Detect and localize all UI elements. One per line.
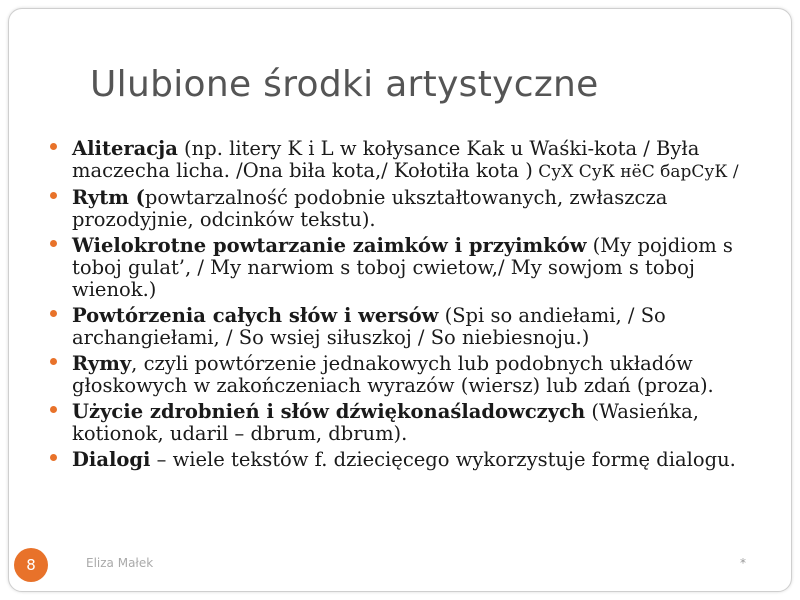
footer-marker: *	[740, 556, 746, 570]
bullet-dot-icon	[50, 406, 57, 413]
item-heading: Aliteracja	[72, 137, 178, 160]
item-text: (My pojdiom s toboj gulat’, / My narwiom s toboj cwietow,/ My sowjom s toboj wienok.)	[72, 234, 733, 301]
list-item	[50, 353, 762, 397]
list-item	[50, 138, 762, 183]
bullet-dot-icon	[50, 240, 57, 247]
item-example: СуХ СуК нёС барСуК /	[532, 162, 739, 182]
bullet-dot-icon	[50, 192, 57, 199]
item-text: (Spi so andiełami, / So archangiełami, / So wsiej siłuszkoj / So niebiesnoju.)	[72, 304, 666, 349]
item-text: (np. litery K i L w kołysance Kak u Waśki-kota / Była maczecha licha. /Ona biła kota,/ Kołotiła kota )	[72, 137, 700, 182]
bullet-dot-icon	[50, 310, 57, 317]
slide-content	[50, 138, 762, 475]
list-item	[50, 187, 762, 231]
item-heading: Rymy	[72, 352, 132, 375]
bullet-dot-icon	[50, 358, 57, 365]
list-item	[50, 305, 762, 349]
item-text: – wiele tekstów f. dziecięcego wykorzystuje formę dialogu.	[150, 448, 736, 471]
bullet-dot-icon	[50, 143, 57, 150]
item-heading: Dialogi	[72, 448, 151, 471]
slide-title: Ulubione środki artystyczne	[90, 64, 599, 105]
item-heading: Rytm (	[72, 186, 145, 209]
item-text: powtarzalność podobnie ukształtowanych, zwłaszcza prozodyjnie, odcinków tekstu).	[72, 186, 668, 231]
list-item	[50, 401, 762, 445]
item-heading: Wielokrotne powtarzanie zaimków i przyimków	[72, 234, 587, 257]
footer-author: Eliza Małek	[86, 556, 154, 570]
bullet-dot-icon	[50, 454, 57, 461]
list-item	[50, 449, 762, 471]
list-item	[50, 235, 762, 301]
slide-number-badge: 8	[14, 548, 48, 582]
item-heading: Powtórzenia całych słów i wersów	[72, 304, 439, 327]
bullet-list	[50, 138, 762, 471]
item-text: (Wasieńka, kotionok, udaril – dbrum, dbrum).	[72, 400, 699, 445]
item-text: , czyli powtórzenie jednakowych lub podobnych układów głoskowych w zakończeniach wyrazów (wiersz) lub zdań (proza).	[72, 352, 714, 397]
item-heading: Użycie zdrobnień i słów dźwiękonaśladowczych	[72, 400, 586, 423]
